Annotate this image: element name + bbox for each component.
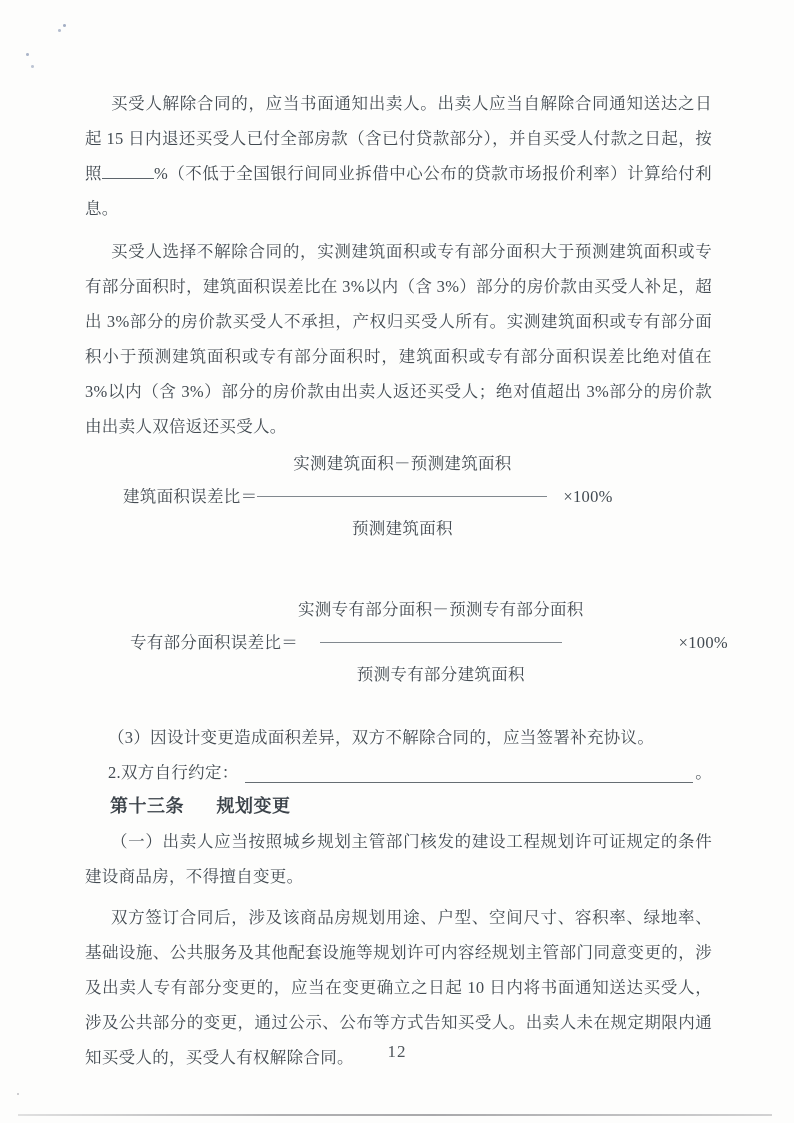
mutual-agreement-label: 2.双方自行约定： xyxy=(108,763,239,782)
fraction xyxy=(257,446,547,546)
mutual-agreement-line xyxy=(85,755,712,790)
fraction-numerator: 实测专有部分面积－预测专有部分面积 xyxy=(298,600,584,619)
design-change-item: （3）因设计变更造成面积差异，双方不解除合同的，应当签署补充协议。 xyxy=(108,728,655,747)
article-number: 第十三条 xyxy=(110,796,184,816)
page-number: 12 xyxy=(387,1042,407,1061)
planning-build-clause: （一）出卖人应当按照城乡规划主管部门核发的建设工程规划许可证规定的条件建设商品房，不得擅自变更。 xyxy=(85,832,712,886)
article-title: 规划变更 xyxy=(216,796,291,816)
scan-speck xyxy=(31,65,34,68)
mutual-agreement-blank xyxy=(245,755,694,783)
fraction-line xyxy=(320,642,562,643)
scan-speck xyxy=(58,29,61,32)
formula-multiplier: ×100% xyxy=(563,486,613,506)
scan-speck xyxy=(63,24,66,27)
fraction xyxy=(298,592,584,692)
building-area-error-formula xyxy=(85,446,712,546)
interest-rate-blank xyxy=(102,177,154,179)
fraction-denominator: 预测专有部分建筑面积 xyxy=(356,665,525,684)
refund-interest-paragraph xyxy=(85,86,712,226)
scan-speck xyxy=(17,1093,19,1095)
fraction-numerator: 实测建筑面积－预测建筑面积 xyxy=(293,454,512,473)
formula-label: 专有部分面积误差比＝ xyxy=(130,632,298,652)
area-error-paragraph: 买受人选择不解除合同的，实测建筑面积或专有部分面积大于预测建筑面积或专有部分面积时，建筑面积误差比在 3%以内（含 3%）部分的房价款由买受人补足，超出 3%部分的房价款买受人不承担，产权归买受人所有。实测建筑面积或专有部分面积小于预测建筑面积或专有部分面积时，建筑面积或专有部分面积误差比绝对值在 3%以内（含 3%）部分的房价款由出卖人返还买受人；绝对值超出 3%部分的房价款由出卖人双倍返还买受人。 xyxy=(85,242,712,436)
sentence-period: 。 xyxy=(695,763,712,782)
article-13-heading xyxy=(85,790,712,823)
fraction-line xyxy=(257,496,547,497)
refund-interest-text-before: 买受人解除合同的，应当书面通知出卖人。出卖人应当自解除合同通知送达之日起 15 日内退还买受人已付全部房款（含已付贷款部分），并自买受人付款之日起，按照 xyxy=(85,94,712,183)
fraction-denominator: 预测建筑面积 xyxy=(352,519,453,538)
scan-speck xyxy=(26,53,29,56)
formula-multiplier: ×100% xyxy=(678,632,728,652)
planning-change-notice-clause: 双方签订合同后，涉及该商品房规划用途、户型、空间尺寸、容积率、绿地率、基础设施、公共服务及其他配套设施等规划许可内容经规划主管部门同意变更的，涉及出卖人专有部分变更的，应当在变更确立之日起 10 日内将书面通知送达买受人，涉及公共部分的变更，通过公示、公布等方式告知买受人。出卖人未在规定期限内通知买受人的，买受人有权解除合同。 xyxy=(85,908,712,1067)
contract-body xyxy=(85,86,728,1075)
refund-interest-text-after: %（不低于全国银行间同业拆借中心公布的贷款市场报价利率）计算给付利息。 xyxy=(85,164,712,218)
exclusive-area-error-formula xyxy=(85,592,728,692)
formula-label: 建筑面积误差比＝ xyxy=(123,486,258,506)
scan-edge-artifact xyxy=(18,1114,772,1116)
